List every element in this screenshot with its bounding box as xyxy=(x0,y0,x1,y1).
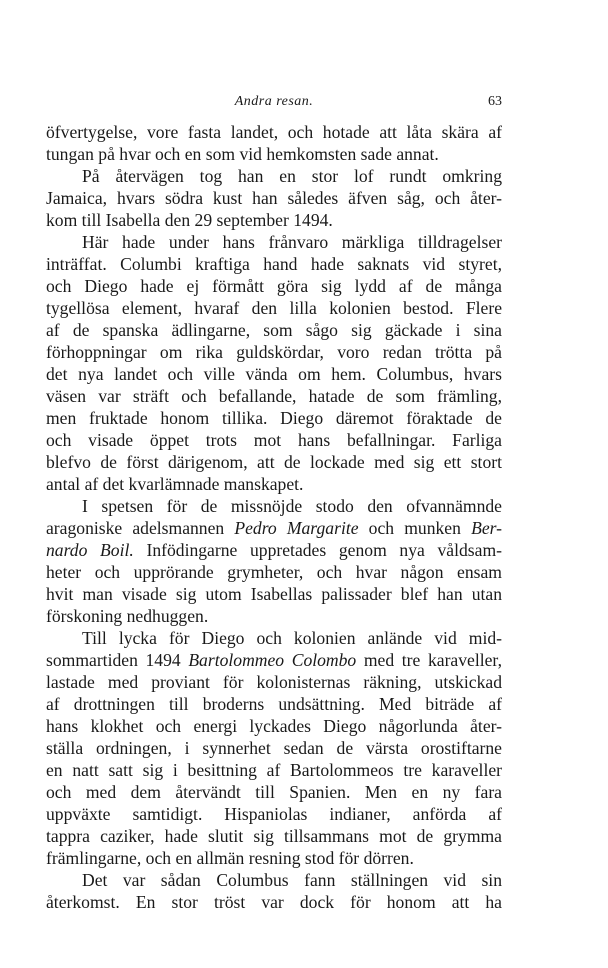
italic-name: nardo Boil. xyxy=(46,540,134,560)
text-line xyxy=(46,407,502,429)
text-segment: Här hade under hans frånvaro märkliga tilldragelser xyxy=(82,232,502,252)
text-line xyxy=(46,803,502,825)
text-segment: tappra caziker, hade slutit sig tillsammans mot de grymma xyxy=(46,826,502,846)
text-line xyxy=(46,869,502,891)
text-line xyxy=(46,693,502,715)
italic-name: Bartolommeo Colombo xyxy=(188,650,357,670)
text-segment: och Diego hade ej förmått göra sig lydd af de många xyxy=(46,276,502,296)
page-number: 63 xyxy=(488,94,502,109)
text-segment: inträffat. Columbi kraftiga hand hade saknats vid styret, xyxy=(46,254,502,274)
italic-name: Ber- xyxy=(471,518,502,538)
text-segment: Infödingarne uppretades genom nya våldsam- xyxy=(133,540,502,560)
text-line xyxy=(46,671,502,693)
text-segment: väsen var sträft och befallande, hatade de som främling, xyxy=(46,386,502,406)
text-segment: men fruktade honom tillika. Diego däremot föraktade de xyxy=(46,408,502,428)
text-segment: främlingarne, och en allmän resning stod för dörren. xyxy=(46,848,414,868)
text-line xyxy=(46,605,502,627)
text-segment: af drottningen till broderns undsättning. Med biträde af xyxy=(46,694,502,714)
text-line xyxy=(46,253,502,275)
text-segment: Till lycka för Diego och kolonien anlände vid mid- xyxy=(82,628,502,648)
text-segment: en natt satt sig i besittning af Bartolommeos tre karaveller xyxy=(46,760,502,780)
text-segment: aragoniske adelsmannen xyxy=(46,518,235,538)
text-segment: uppväxte samtidigt. Hispaniolas indianer, anförda af xyxy=(46,804,502,824)
text-line xyxy=(46,539,502,561)
text-line xyxy=(46,451,502,473)
text-segment: På återvägen tog han en stor lof rundt omkring xyxy=(82,166,502,186)
body-text xyxy=(46,121,502,913)
text-segment: förhoppningar om rika guldskördar, voro redan trötta på xyxy=(46,342,502,362)
text-segment: hans klokhet och energi lyckades Diego någorlunda åter- xyxy=(46,716,502,736)
text-segment: lastade med proviant för kolonisternas räkning, utskickad xyxy=(46,672,502,692)
text-line xyxy=(46,121,502,143)
text-segment: öfvertygelse, vore fasta landet, och hotade att låta skära af xyxy=(46,122,502,142)
text-line xyxy=(46,473,502,495)
text-line xyxy=(46,737,502,759)
text-line xyxy=(46,583,502,605)
text-line xyxy=(46,891,502,913)
text-line xyxy=(46,429,502,451)
text-segment: sommartiden 1494 xyxy=(46,650,189,670)
text-segment: Jamaica, hvars södra kust han således äfven såg, och åter- xyxy=(46,188,502,208)
text-line xyxy=(46,165,502,187)
text-line xyxy=(46,649,502,671)
text-line xyxy=(46,759,502,781)
text-line xyxy=(46,143,502,165)
text-segment: antal af det kvarlämnade manskapet. xyxy=(46,474,304,494)
running-header xyxy=(46,94,502,114)
text-segment: I spetsen för de missnöjde stodo den ofvannämnde xyxy=(82,496,502,516)
text-line xyxy=(46,495,502,517)
text-line xyxy=(46,209,502,231)
text-line xyxy=(46,319,502,341)
text-line xyxy=(46,341,502,363)
text-line xyxy=(46,627,502,649)
text-segment: tungan på hvar och en som vid hemkomsten sade annat. xyxy=(46,144,439,164)
text-segment: och med dem återvändt till Spanien. Men en ny fara xyxy=(46,782,502,802)
text-segment: blefvo de först därigenom, att de lockade med sig ett stort xyxy=(46,452,502,472)
text-line xyxy=(46,517,502,539)
text-segment: återkomst. En stor tröst var dock för honom att ha xyxy=(46,892,502,912)
text-segment: och visade öppet trots mot hans befallningar. Farliga xyxy=(46,430,502,450)
running-title: Andra resan. xyxy=(234,94,314,109)
text-line xyxy=(46,385,502,407)
text-line xyxy=(46,561,502,583)
text-segment: Det var sådan Columbus fann ställningen vid sin xyxy=(82,870,502,890)
text-segment: det nya landet och ville vända om hem. Columbus, hvars xyxy=(46,364,502,384)
text-line xyxy=(46,781,502,803)
text-segment: af de spanska ädlingarne, som sågo sig gäckade i sina xyxy=(46,320,502,340)
text-line xyxy=(46,275,502,297)
text-line xyxy=(46,363,502,385)
text-segment: ställa ordningen, i synnerhet sedan de värsta orostiftarne xyxy=(46,738,502,758)
text-segment: kom till Isabella den 29 september 1494. xyxy=(46,210,333,230)
text-line xyxy=(46,715,502,737)
text-line xyxy=(46,297,502,319)
text-segment: med tre karaveller, xyxy=(356,650,502,670)
text-line xyxy=(46,187,502,209)
text-line xyxy=(46,825,502,847)
italic-name: Pedro Margarite xyxy=(234,518,359,538)
text-segment: hvit man visade sig utom Isabellas palissader blef han utan xyxy=(46,584,502,604)
text-segment: heter och upprörande grymheter, och hvar någon ensam xyxy=(46,562,502,582)
text-line xyxy=(46,231,502,253)
text-segment: och munken xyxy=(358,518,472,538)
text-line xyxy=(46,847,502,869)
text-segment: förskoning nedhuggen. xyxy=(46,606,209,626)
text-segment: tygellösa element, hvaraf den lilla kolonien bestod. Flere xyxy=(46,298,502,318)
